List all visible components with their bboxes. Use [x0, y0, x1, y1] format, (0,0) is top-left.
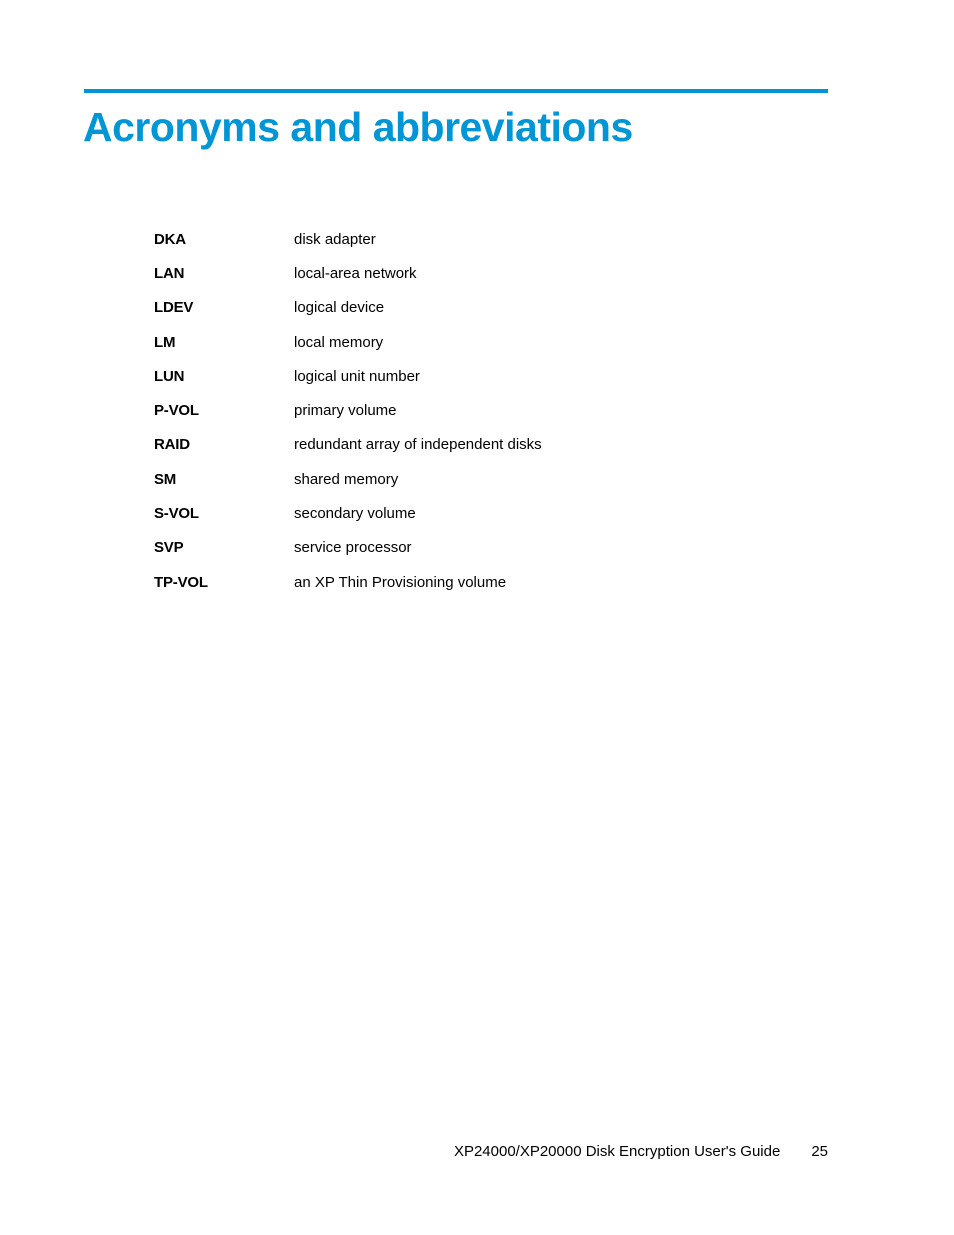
- title-rule: [84, 89, 828, 93]
- footer-guide-title: XP24000/XP20000 Disk Encryption User's Guide: [453, 1143, 781, 1160]
- acronym-row-p-vol: [154, 393, 754, 427]
- acronym-row-lun: [154, 359, 754, 393]
- footer-page-number: 25: [811, 1143, 828, 1160]
- acronym-row-lan: [154, 256, 754, 290]
- acronym-term: P-VOL: [154, 402, 199, 420]
- acronym-definition: an XP Thin Provisioning volume: [294, 573, 507, 591]
- acronym-row-ldev: [154, 291, 754, 325]
- acronym-term: LUN: [154, 367, 185, 385]
- acronym-definition: logical unit number: [294, 367, 420, 385]
- acronym-row-lm: [154, 325, 754, 359]
- acronym-row-raid: [154, 428, 754, 462]
- acronym-definition: disk adapter: [294, 230, 376, 248]
- page-title: Acronyms and abbreviations: [83, 104, 633, 150]
- acronym-definition: secondary volume: [294, 505, 416, 523]
- acronym-definition: local memory: [294, 333, 384, 351]
- acronym-row-dka: [154, 222, 754, 256]
- acronym-row-tp-vol: [154, 565, 754, 599]
- acronym-list: [154, 222, 754, 599]
- acronym-term: S-VOL: [154, 505, 199, 523]
- acronym-definition: local-area network: [294, 264, 417, 282]
- acronym-row-svp: [154, 531, 754, 565]
- acronym-definition: service processor: [294, 539, 412, 557]
- acronym-term: LM: [154, 333, 176, 351]
- acronym-term: LAN: [154, 264, 185, 282]
- acronym-term: TP-VOL: [154, 573, 208, 591]
- acronym-definition: logical device: [294, 299, 385, 317]
- acronym-term: SM: [154, 470, 177, 488]
- acronym-term: DKA: [154, 230, 186, 248]
- acronym-row-sm: [154, 462, 754, 496]
- acronym-term: LDEV: [154, 299, 194, 317]
- acronym-term: SVP: [154, 539, 184, 557]
- acronym-definition: shared memory: [294, 470, 399, 488]
- acronym-term: RAID: [154, 436, 190, 454]
- page-footer: [454, 1143, 828, 1160]
- acronym-definition: redundant array of independent disks: [294, 436, 542, 454]
- acronym-row-s-vol: [154, 496, 754, 530]
- acronym-definition: primary volume: [294, 402, 397, 420]
